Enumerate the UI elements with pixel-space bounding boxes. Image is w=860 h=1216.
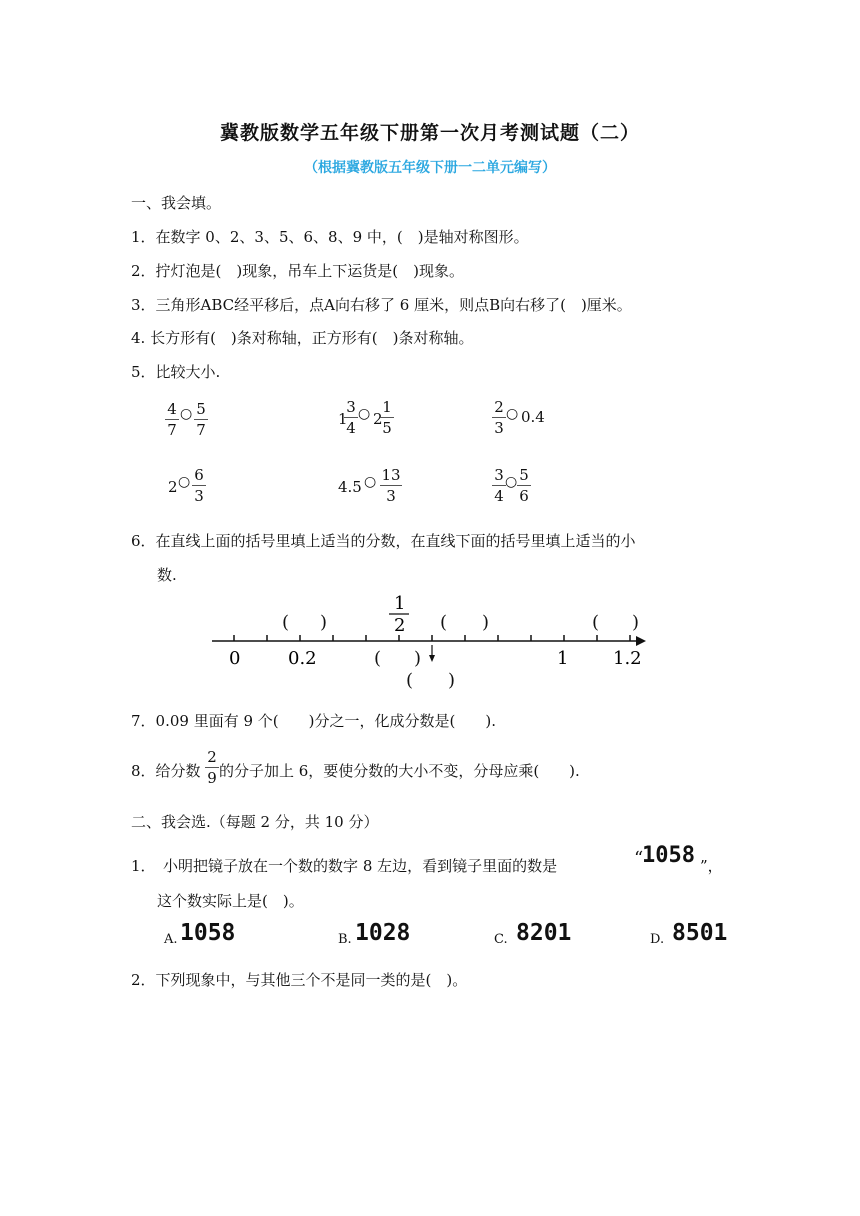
page-title: 冀教版数学五年级下册第一次月考测试题（二） [219, 122, 640, 144]
question-1-8-post: 的分子加上 6，要使分数的大小不变，分母应乘( ). [219, 762, 580, 780]
fraction: 2 3 [492, 398, 506, 437]
tick-label-1.2: 1.2 [613, 648, 642, 669]
question-2-1-line2: 这个数实际上是( )。 [157, 892, 304, 910]
option-d-value[interactable]: 8501 [672, 920, 728, 946]
fraction-bar [380, 485, 402, 486]
fraction: 13 3 [381, 466, 401, 505]
compare-circle: ○ [364, 474, 377, 490]
whole-number: 2 [373, 410, 383, 428]
fraction-bar [492, 485, 506, 486]
option-a-label[interactable]: A. [164, 932, 178, 947]
paren-open: ( [406, 670, 414, 691]
section1-heading: 一、我会填。 [131, 194, 222, 212]
tick-label-1: 1 [557, 648, 569, 669]
compare-circle: ○ [180, 406, 193, 422]
option-b-value[interactable]: 1028 [355, 920, 411, 946]
question-1-8-pre: 8．给分数 [131, 762, 201, 780]
page-subtitle: （根据冀教版五年级下册一二单元编写） [304, 160, 556, 176]
fraction: 2 9 [205, 748, 219, 787]
compare-circle: ○ [178, 474, 191, 490]
option-c-label[interactable]: C. [494, 932, 508, 947]
paren-open: ( [374, 648, 382, 669]
question-1-4: 4. 长方形有( )条对称轴，正方形有( )条对称轴。 [131, 329, 474, 347]
fraction-bar [344, 417, 358, 418]
question-1-5: 5．比较大小. [131, 363, 221, 381]
mirror-number: 1058 [642, 843, 695, 868]
fraction: 6 3 [192, 466, 206, 505]
question-1-3: 3．三角形ABC经平移后，点A向右移了 6 厘米，则点B向右移了( )厘米。 [131, 296, 632, 314]
fraction-bar [165, 419, 179, 420]
option-d-label[interactable]: D. [650, 932, 665, 947]
fraction-bar [492, 417, 506, 418]
paren-close: ) [414, 648, 422, 669]
paren-close: ) [448, 670, 456, 691]
option-b-label[interactable]: B. [338, 932, 352, 947]
quote-close: ”， [700, 857, 723, 875]
question-1-1: 1．在数字 0、2、3、5、6、8、9 中，( )是轴对称图形。 [131, 228, 529, 246]
half-numerator: 1 [394, 593, 406, 614]
fraction: 4 7 [165, 400, 179, 439]
paren-close: ) [482, 612, 490, 633]
fraction: 5 6 [517, 466, 531, 505]
whole-number: 2 [168, 478, 178, 496]
paren-open: ( [282, 612, 290, 633]
tick-label-0.2: 0.2 [288, 648, 317, 669]
decimal: 0.4 [521, 408, 545, 426]
paren-open: ( [592, 612, 600, 633]
quote-open: “ [634, 848, 644, 869]
fraction: 3 4 [492, 466, 506, 505]
question-1-6-line1: 6．在直线上面的括号里填上适当的分数，在直线下面的括号里填上适当的小 [131, 532, 636, 550]
question-2-1-pre: 1． 小明把镜子放在一个数的数字 8 左边，看到镜子里面的数是 [131, 857, 558, 875]
question-2-2: 2．下列现象中，与其他三个不是同一类的是( )。 [131, 971, 468, 989]
fraction-bar [194, 419, 208, 420]
compare-circle: ○ [505, 474, 518, 490]
fraction-bar [192, 485, 206, 486]
whole-number: 1 [338, 410, 348, 428]
section2-heading: 二、我会选.（每题 2 分，共 10 分） [131, 813, 379, 831]
question-1-6-line2: 数. [157, 566, 177, 584]
compare-circle: ○ [358, 406, 371, 422]
paren-close: ) [632, 612, 640, 633]
paren-close: ) [320, 612, 328, 633]
fraction-bar [205, 767, 219, 768]
tick-label-0: 0 [229, 648, 241, 669]
fraction: 1 5 [380, 398, 394, 437]
fraction: 5 7 [194, 400, 208, 439]
question-1-2: 2．拧灯泡是( )现象，吊车上下运货是( )现象。 [131, 262, 464, 280]
fraction-bar [380, 417, 394, 418]
number-line [200, 592, 660, 697]
option-a-value[interactable]: 1058 [180, 920, 236, 946]
half-denominator: 2 [394, 615, 406, 636]
option-c-value[interactable]: 8201 [516, 920, 572, 946]
paren-open: ( [440, 612, 448, 633]
fraction-bar [517, 485, 531, 486]
compare-circle: ○ [506, 406, 519, 422]
fraction: 3 4 [344, 398, 358, 437]
question-1-7: 7．0.09 里面有 9 个( )分之一，化成分数是( ). [131, 712, 496, 730]
decimal: 4.5 [338, 478, 362, 496]
